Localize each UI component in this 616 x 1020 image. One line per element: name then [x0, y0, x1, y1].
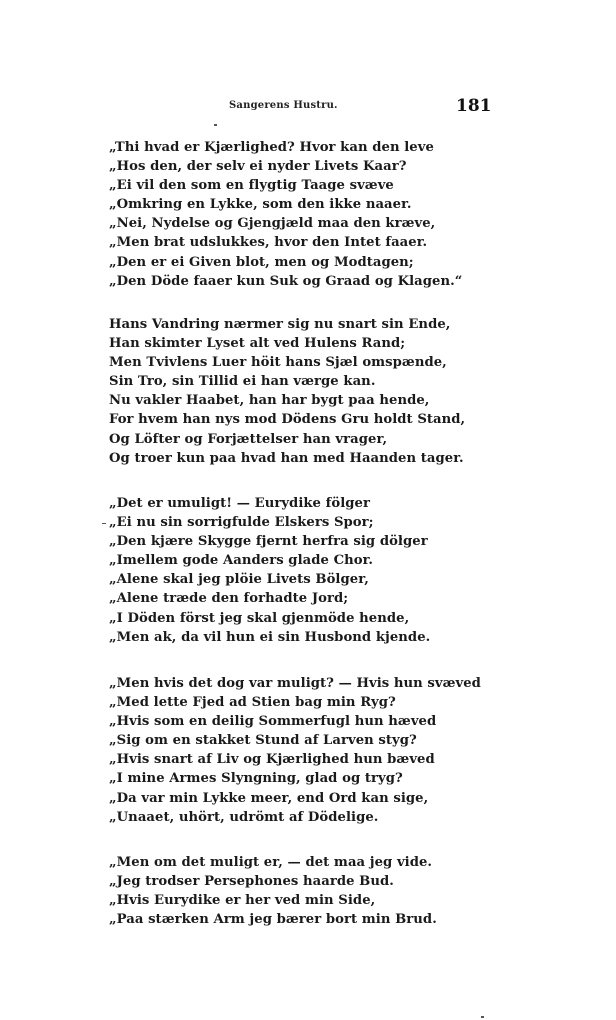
verse-line: „I Döden först jeg skal gjenmöde hende,: [109, 610, 410, 626]
verse-line: Men Tvivlens Luer höit hans Sjæl omspænde,: [109, 355, 447, 371]
stanza-2: [109, 315, 465, 468]
verse-line: „Nei, Nydelse og Gjengjæld maa den kræve,: [109, 216, 436, 232]
verse-line: Sin Tro, sin Tillid ei han værge kan.: [109, 374, 376, 390]
verse-line: „Unaaet, uhört, udrömt af Dödelige.: [109, 809, 379, 825]
verse-line: „Alene skal jeg plöie Livets Bölger,: [109, 572, 369, 588]
verse-line: „Hvis snart af Liv og Kjærlighed hun bæved: [109, 752, 435, 768]
verse-line: „Men om det muligt er, — det maa jeg vide.: [109, 855, 433, 870]
verse-line: For hvem han nys mod Dödens Gru holdt Stand,: [109, 412, 466, 428]
verse-line: „Men ak, da vil hun ei sin Husbond kjende.: [109, 629, 431, 645]
verse-line: „Den kjære Skygge fjernt herfra sig dölger: [109, 534, 428, 550]
verse-line: Han skimter Lyset alt ved Hulens Rand;: [109, 336, 406, 352]
running-title: Sangerens Hustru.: [229, 100, 338, 111]
verse-line: „Omkring en Lykke, som den ikke naaer.: [109, 197, 412, 213]
stanza-4: [109, 674, 481, 827]
stanza-1: [109, 138, 462, 291]
verse-line: „Thi hvad er Kjærlighed? Hvor kan den leve: [109, 140, 434, 155]
verse-line: „Sig om en stakket Stund af Larven styg?: [109, 733, 417, 749]
page-number: 181: [456, 96, 492, 116]
verse-line: „Det er umuligt! — Eurydike fölger: [109, 496, 370, 511]
verse-line: „Hvis Eurydike er her ved min Side,: [109, 893, 376, 909]
verse-line: „Men hvis det dog var muligt? — Hvis hun svæved: [109, 676, 481, 691]
verse-line: „Med lette Fjed ad Stien bag min Ryg?: [109, 695, 396, 711]
verse-line: „Hvis som en deilig Sommerfugl hun hæved: [109, 714, 437, 730]
verse-line: „Da var min Lykke meer, end Ord kan sige,: [109, 790, 429, 806]
verse-line: „Ei nu sin sorrigfulde Elskers Spor;: [109, 515, 374, 531]
print-speck: [214, 124, 217, 126]
verse-line: „Imellem gode Aanders glade Chor.: [109, 553, 374, 569]
verse-line: „Alene træde den forhadte Jord;: [109, 591, 349, 607]
verse-line: „Jeg trodser Persephones haarde Bud.: [109, 874, 394, 890]
verse-line: „Ei vil den som en flygtig Taage svæve: [109, 178, 394, 194]
verse-line: Og Löfter og Forjættelser han vrager,: [109, 431, 388, 447]
verse-line: Hans Vandring nærmer sig nu snart sin Ende,: [109, 317, 451, 332]
running-head: [0, 96, 616, 116]
stanza-5: [109, 853, 437, 929]
stanza-3: [109, 494, 430, 647]
verse-line: „Den Döde faaer kun Suk og Graad og Klagen.“: [109, 273, 463, 289]
verse-line: „I mine Armes Slyngning, glad og tryg?: [109, 771, 403, 787]
print-speck: [481, 1016, 484, 1018]
verse-line: Og troer kun paa hvad han med Haanden tager.: [109, 450, 464, 466]
verse-line: „Den er ei Given blot, men og Modtagen;: [109, 254, 414, 270]
verse-line: „Men brat udslukkes, hvor den Intet faaer.: [109, 235, 428, 251]
print-speck: [102, 523, 106, 524]
verse-line: Nu vakler Haabet, han har bygt paa hende,: [109, 393, 430, 409]
verse-line: „Paa stærken Arm jeg bærer bort min Brud.: [109, 912, 437, 928]
verse-line: „Hos den, der selv ei nyder Livets Kaar?: [109, 159, 407, 175]
